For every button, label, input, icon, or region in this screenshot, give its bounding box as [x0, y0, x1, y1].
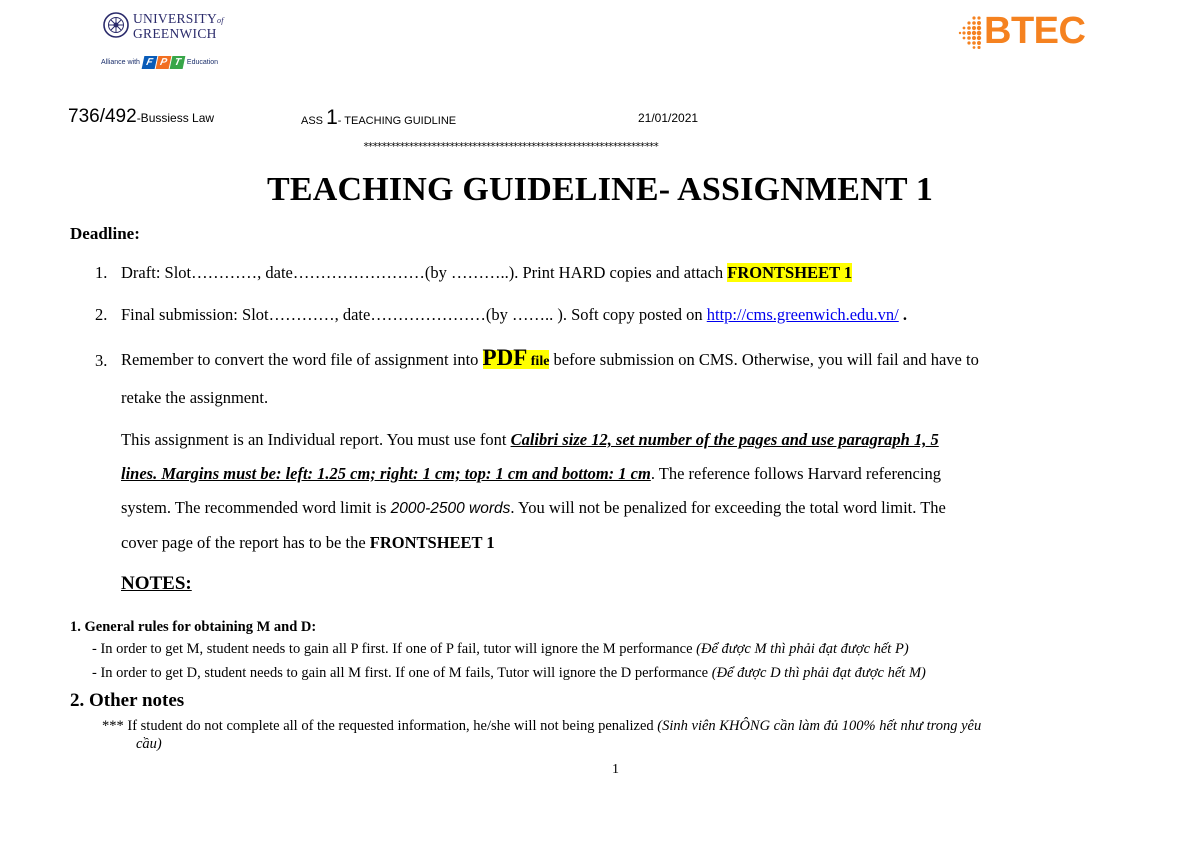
para-l2-b: . The reference follows Harvard referencing [650, 464, 941, 483]
other-note-vi-2: cầu) [136, 736, 162, 752]
draft-text: Draft: Slot…………, date……………………(by ………..). Print HARD copies and attach [121, 263, 728, 282]
paragraph-line-1 [121, 430, 939, 450]
btec-wordmark: BTEC [984, 10, 1086, 52]
fpt-logo [143, 56, 184, 69]
paragraph-line-4 [121, 533, 495, 553]
deadline-label: Deadline: [70, 224, 140, 243]
item-text [121, 263, 852, 283]
assignment-suffix: - TEACHING GUIDLINE [337, 115, 457, 127]
final-text: Final submission: Slot…………, date…………………(by …….. ). Soft copy posted on [121, 305, 707, 324]
rule-m-text: - In order to get M, student needs to gain all P first. If one of P fail, tutor will ignore the M performance [92, 641, 697, 657]
university-greenwich-logo [103, 12, 233, 70]
item-number: 1. [95, 263, 108, 282]
rule-d-vi: (Để được D thì phải đạt được hết M) [711, 665, 926, 681]
frontsheet-highlight: FRONTSHEET 1 [727, 263, 853, 282]
alliance-prefix: Alliance with [101, 59, 140, 66]
fpt-alliance [101, 56, 218, 69]
item-text [121, 345, 979, 371]
other-note-line-1 [102, 718, 981, 735]
rule-d [92, 665, 926, 682]
university-name-line1: UNIVERSITY [133, 11, 217, 26]
para-l3-a: system. The recommended word limit is [121, 498, 391, 517]
notes-heading: NOTES: [121, 573, 192, 594]
para-word-limit: 2000-2500 words [390, 500, 511, 517]
file-word: file [527, 354, 550, 369]
other-notes-heading: 2. Other notes [70, 690, 185, 711]
btec-dots-icon [958, 15, 984, 49]
star-separator: ***************************************************************** [363, 142, 658, 153]
rule-m-vi: (Để được M thì phải đạt được hết P) [696, 641, 909, 657]
para-l4-b: FRONTSHEET 1 [369, 533, 495, 552]
other-note-text: *** If student do not complete all of the requested information, he/she will not being penalized [102, 718, 658, 734]
cms-link[interactable]: http://cms.greenwich.edu.vn/ [706, 305, 899, 324]
course-name: -Bussiess Law [136, 111, 215, 125]
university-crest-icon [103, 12, 129, 38]
course-code [68, 106, 214, 128]
paragraph-line-3 [121, 498, 946, 518]
header-date: 21/01/2021 [638, 111, 699, 125]
rule-d-text: - In order to get D, student needs to gain all M first. If one of M fails, Tutor will ignore the D performance [92, 665, 712, 681]
btec-logo [958, 12, 1108, 56]
rule-m [92, 641, 909, 658]
fpt-letter-p: P [156, 56, 172, 69]
university-name-line2: GREENWICH [133, 26, 217, 41]
assignment-number: 1 [326, 106, 338, 129]
fpt-letter-t: T [170, 56, 186, 69]
para-l1-a: This assignment is an Individual report. You must use font [121, 430, 511, 449]
retake-line: retake the assignment. [121, 388, 269, 407]
assignment-label [301, 106, 456, 130]
university-name [133, 12, 224, 40]
page-number: 1 [612, 762, 619, 777]
item-number: 2. [95, 305, 108, 324]
course-code-number: 736/492 [68, 106, 137, 127]
item-text [121, 305, 907, 325]
para-l4-a: cover page of the report has to be the [121, 533, 370, 552]
university-name-of: of [217, 16, 224, 25]
other-note-vi-1: (Sinh viên KHÔNG cần làm đủ 100% hết như trong yêu [657, 718, 982, 734]
item-number: 3. [95, 351, 108, 370]
fpt-letter-f: F [142, 56, 158, 69]
para-l2-a: lines. Margins must be: left: 1.25 cm; right: 1 cm; top: 1 cm and bottom: 1 cm [121, 464, 651, 483]
assignment-prefix: ASS [301, 115, 327, 127]
para-l1-b: Calibri size 12, set number of the pages and use paragraph 1, 5 [510, 430, 939, 449]
pdf-word: PDF [482, 345, 528, 370]
pdf-highlight [482, 345, 550, 370]
final-after: . [898, 305, 907, 324]
rules-heading: 1. General rules for obtaining M and D: [70, 619, 317, 635]
page-title: TEACHING GUIDELINE- ASSIGNMENT 1 [266, 171, 934, 208]
pdf-after: before submission on CMS. Otherwise, you will fail and have to [549, 350, 979, 369]
alliance-suffix: Education [186, 59, 219, 66]
para-l3-c: . You will not be penalized for exceeding the total word limit. The [510, 498, 946, 517]
paragraph-line-2 [121, 464, 941, 484]
pdf-before: Remember to convert the word file of assignment into [121, 350, 483, 369]
